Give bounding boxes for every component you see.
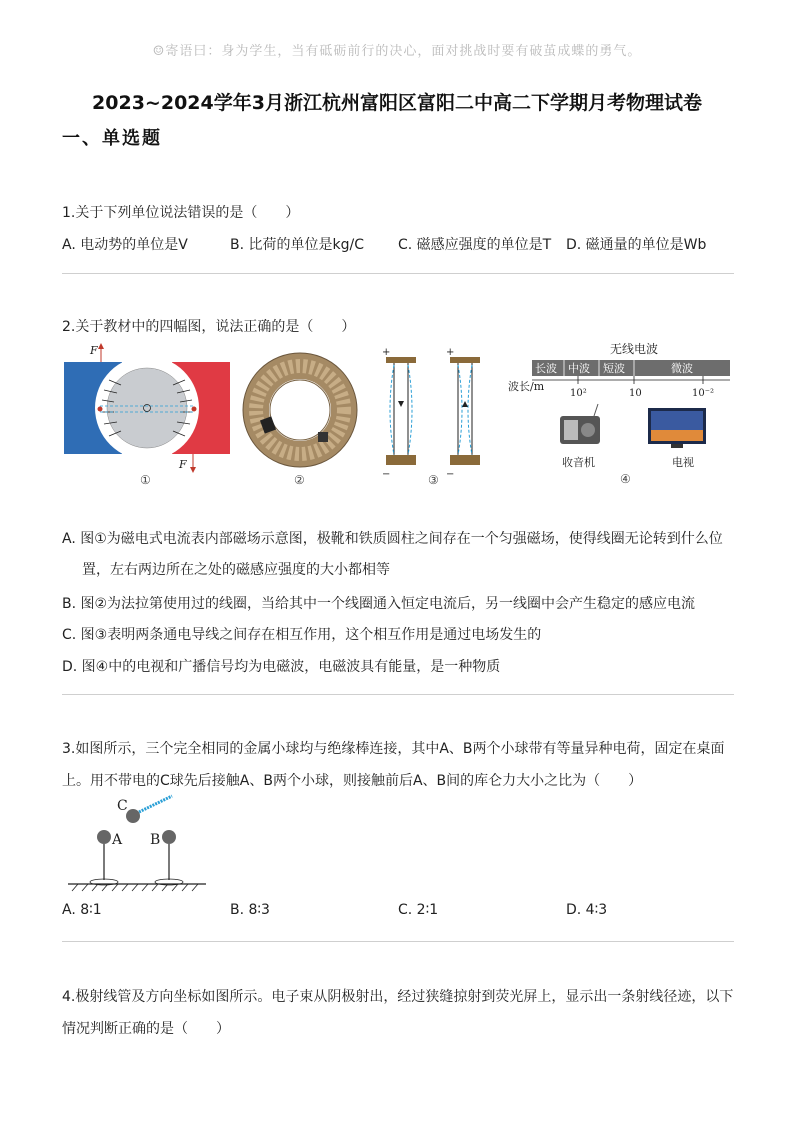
sphere-c — [126, 809, 140, 823]
figure-q3-charged-spheres — [62, 792, 212, 894]
tick-3: 10⁻² — [692, 388, 715, 399]
section-heading: 一、单选题 — [62, 128, 162, 149]
question-2-stem: 2.关于教材中的四幅图，说法正确的是（ ） — [62, 319, 356, 335]
tick-1: 10² — [570, 388, 587, 399]
band-medium: 中波 — [568, 362, 590, 375]
q2-option-a[interactable]: A. 图①为磁电式电流表内部磁场示意图，极靴和铁质圆柱之间存在一个匀强磁场，使得线圈无论转到什么位 — [62, 531, 723, 547]
force-label-bottom: F — [179, 458, 187, 471]
figure-3-parallel-wires — [372, 345, 502, 490]
spectrum-bar — [532, 360, 730, 376]
q3-option-d[interactable]: D. 4∶3 — [566, 902, 608, 918]
q2-option-d[interactable]: D. 图④中的电视和广播信号均为电磁波，电磁波具有能量，是一种物质 — [62, 659, 501, 675]
exam-title: 2023~2024学年3月浙江杭州富阳区富阳二中高二下学期月考物理试卷 — [92, 92, 702, 114]
q2-option-a-cont: 置，左右两边所在之处的磁感应强度的大小都相等 — [82, 562, 390, 578]
label-c: C — [117, 798, 128, 814]
band-long: 长波 — [535, 362, 557, 375]
q3-option-a[interactable]: A. 8∶1 — [62, 902, 102, 918]
force-label-top: F — [90, 344, 98, 357]
divider — [62, 273, 734, 274]
figure-4-radio-spectrum — [508, 338, 734, 490]
q1-option-c[interactable]: C. 磁感应强度的单位是T — [398, 237, 552, 253]
figure-label-1: ① — [140, 473, 151, 487]
q2-option-b[interactable]: B. 图②为法拉第使用过的线圈，当给其中一个线圈通入恒定电流后，另一线圈中会产生稳定的感应电流 — [62, 596, 696, 612]
q1-option-d[interactable]: D. 磁通量的单位是Wb — [566, 237, 707, 253]
divider — [62, 941, 734, 942]
q1-option-b[interactable]: B. 比荷的单位是kg/C — [230, 237, 364, 253]
label-a: A — [112, 832, 123, 848]
divider — [62, 694, 734, 695]
sphere-b — [162, 830, 176, 844]
radio-icon — [560, 404, 600, 444]
sphere-a — [97, 830, 111, 844]
tv-icon — [648, 408, 706, 448]
svg-text:+: + — [446, 347, 455, 358]
band-micro: 微波 — [671, 362, 693, 375]
device-radio: 收音机 — [562, 456, 595, 469]
spectrum-title: 无线电波 — [610, 342, 659, 356]
label-b: B — [150, 832, 161, 848]
motto-banner: ☺寄语曰：身为学生，当有砥砺前行的决心，面对挑战时要有破茧成蝶的勇气。 — [152, 44, 642, 59]
figure-label-3: ③ — [428, 473, 439, 487]
question-4-stem-2: 情况判断正确的是（ ） — [62, 1021, 230, 1037]
figure-2-faraday-ring — [238, 340, 368, 490]
question-4-stem-1: 4.极射线管及方向坐标如图所示。电子束从阴极射出，经过狭缝掠射到荧光屏上，显示出一条射线径迹，以下 — [62, 989, 734, 1005]
question-3-stem-1: 3.如图所示，三个完全相同的金属小球均与绝缘棒连接，其中A、B两个小球带有等量异种电荷，固定在桌面 — [62, 741, 725, 757]
axis-label: 波长/m — [508, 380, 545, 393]
figure-label-2: ② — [294, 473, 305, 487]
figure-label-4: ④ — [620, 472, 631, 486]
iron-cylinder — [107, 368, 187, 448]
svg-text:+: + — [382, 347, 391, 358]
question-1-stem: 1.关于下列单位说法错误的是（ ） — [62, 205, 300, 221]
svg-text:−: − — [446, 469, 455, 480]
q2-option-c[interactable]: C. 图③表明两条通电导线之间存在相互作用，这个相互作用是通过电场发生的 — [62, 627, 542, 643]
question-3-stem-2: 上。用不带电的C球先后接触A、B两个小球，则接触前后A、B间的库仑力大小之比为（ ） — [62, 773, 643, 789]
q3-option-c[interactable]: C. 2∶1 — [398, 902, 439, 918]
q1-option-a[interactable]: A. 电动势的单位是V — [62, 237, 188, 253]
figure-1-meter-field — [62, 340, 232, 490]
band-short: 短波 — [603, 362, 625, 375]
tick-2: 10 — [629, 388, 642, 399]
q3-option-b[interactable]: B. 8∶3 — [230, 902, 270, 918]
device-tv: 电视 — [672, 456, 694, 469]
svg-text:−: − — [382, 469, 391, 480]
